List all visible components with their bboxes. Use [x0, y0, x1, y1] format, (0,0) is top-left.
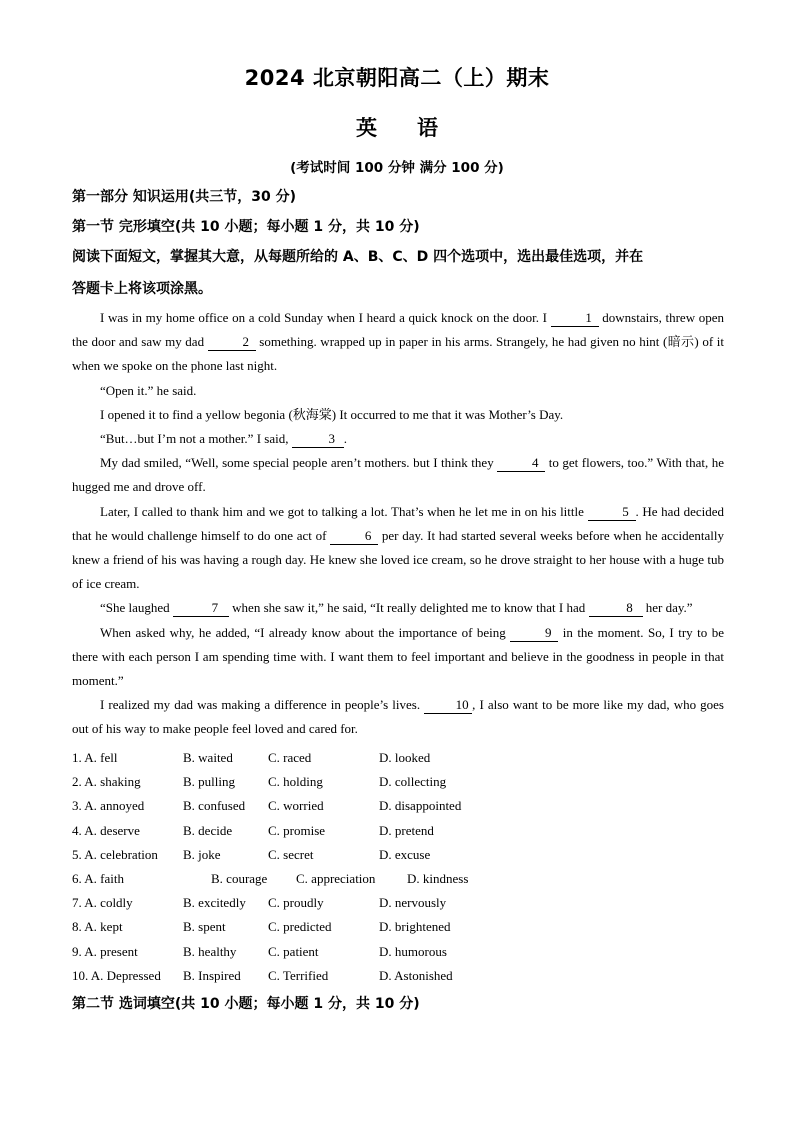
- option-a: 3. A. annoyed: [72, 798, 145, 814]
- passage-paragraph: My dad smiled, “Well, some special people aren’t mothers. but I think they 4 to get flowers, too.” With that, he hugged me and drove off.: [72, 455, 724, 495]
- passage-paragraph: I opened it to find a yellow begonia (秋海棠) It occurred to me that it was Mother’s Day.: [100, 406, 564, 422]
- option-c: C. raced: [268, 750, 312, 765]
- option-a: 2. A. shaking: [72, 774, 141, 790]
- blank-4: 4: [497, 455, 545, 472]
- option-c: C. holding: [268, 774, 323, 790]
- section1-heading: 第一节 完形填空(共 10 小题；每小题 1 分，共 10 分): [72, 219, 420, 235]
- option-c: C. patient: [268, 943, 319, 959]
- passage-paragraph: When asked why, he added, “I already know about the importance of being 9 in the moment. So, I try to be there with each person I am spending time with. I want them to feel important and believe in the goodness in people in that moment.”: [72, 624, 724, 689]
- blank-5: 5: [588, 504, 636, 521]
- option-row: [72, 819, 724, 843]
- option-d: D. looked: [379, 750, 431, 765]
- cloze-passage: [72, 306, 724, 742]
- passage-paragraph: I realized my dad was making a difference in people’s lives. 10 , I also want to be more like my dad, who goes out of his way to make people feel loved and cared for.: [72, 697, 724, 737]
- option-a: 10. A. Depressed: [72, 967, 161, 983]
- instruction-line: 阅读下面短文，掌握其大意，从每题所给的 A、B、C、D 四个选项中，选出最佳选项，并在: [72, 249, 644, 265]
- option-a: 7. A. coldly: [72, 895, 133, 911]
- option-a: 6. A. faith: [72, 870, 124, 886]
- option-a: 5. A. celebration: [72, 846, 158, 862]
- option-b: B. Inspired: [183, 967, 241, 983]
- option-b: B. confused: [183, 798, 246, 814]
- option-row: [72, 746, 724, 770]
- blank-7: 7: [173, 600, 229, 617]
- option-b: B. pulling: [183, 774, 236, 790]
- option-row: [72, 867, 724, 891]
- option-d: D. kindness: [407, 870, 469, 886]
- option-b: B. spent: [183, 919, 226, 935]
- option-row: [72, 915, 724, 939]
- option-b: B. courage: [211, 870, 268, 886]
- blank-1: 1: [551, 310, 599, 327]
- option-row: [72, 843, 724, 867]
- option-b: B. excitedly: [183, 895, 246, 911]
- option-b: B. waited: [183, 750, 233, 765]
- passage-paragraph: I was in my home office on a cold Sunday when I heard a quick knock on the door. I 1 downstairs, threw open the door and saw my dad 2 something. wrapped up in paper in his arms. Strangely, he had given no hint (暗示) of it when we spoke on the phone last night.: [72, 310, 725, 374]
- blank-2: 2: [208, 334, 256, 351]
- part1-heading: 第一部分 知识运用(共三节，30 分): [72, 189, 297, 205]
- option-d: D. pretend: [379, 822, 434, 838]
- option-b: B. decide: [183, 822, 233, 838]
- option-d: D. Astonished: [379, 967, 453, 983]
- option-a: 8. A. kept: [72, 919, 123, 935]
- option-c: C. worried: [268, 798, 324, 814]
- option-d: D. nervously: [379, 895, 447, 911]
- instruction-line: 答题卡上将该项涂黑。: [72, 281, 212, 297]
- option-c: C. proudly: [268, 895, 324, 911]
- blank-10: 10: [424, 697, 472, 714]
- subject-char: 英: [356, 116, 377, 140]
- option-d: D. disappointed: [379, 798, 462, 814]
- option-d: D. collecting: [379, 774, 447, 790]
- option-c: C. secret: [268, 846, 314, 862]
- section2-heading: 第二节 选词填空(共 10 小题；每小题 1 分，共 10 分): [72, 996, 420, 1012]
- subject-title: [0, 112, 794, 142]
- option-row: [72, 770, 724, 794]
- option-c: C. predicted: [268, 919, 332, 935]
- option-b: B. joke: [183, 846, 221, 862]
- option-row: [72, 964, 724, 988]
- option-row: [72, 940, 724, 964]
- passage-paragraph: Later, I called to thank him and we got to talking a lot. That’s when he let me in on his little 5 . He had decided that he would challenge himself to do one act of 6 per day. It had started several weeks before when he accidentally knew a friend of his was having a rough day. He knew she loved ice cream, so he drove straight to her house with a huge tub of ice cream.: [72, 503, 724, 592]
- option-b: B. healthy: [183, 943, 237, 959]
- blank-8: 8: [589, 600, 643, 617]
- blank-9: 9: [510, 625, 558, 642]
- blank-3: 3: [292, 431, 344, 448]
- option-a: 9. A. present: [72, 943, 138, 959]
- option-row: [72, 794, 724, 818]
- option-row: [72, 891, 724, 915]
- option-c: C. appreciation: [296, 870, 376, 886]
- option-d: D. excuse: [379, 846, 431, 862]
- subject-char: 语: [417, 116, 438, 140]
- exam-title: 2024 北京朝阳高二（上）期末: [244, 66, 550, 90]
- option-d: D. humorous: [379, 943, 447, 959]
- option-c: C. Terrified: [268, 967, 329, 983]
- option-a: 4. A. deserve: [72, 822, 140, 838]
- passage-paragraph: “But…but I’m not a mother.” I said, 3 .: [100, 431, 347, 447]
- passage-paragraph: “Open it.” he said.: [100, 382, 197, 398]
- instruction: [72, 241, 724, 305]
- answer-options: [72, 746, 724, 988]
- option-a: 1. A. fell: [72, 750, 118, 765]
- blank-6: 6: [330, 528, 378, 545]
- passage-paragraph: “She laughed 7 when she saw it,” he said, “It really delighted me to know that I had 8 her day.”: [100, 600, 693, 616]
- option-c: C. promise: [268, 822, 326, 838]
- time-note: (考试时间 100 分钟 满分 100 分): [290, 160, 504, 176]
- option-d: D. brightened: [379, 919, 451, 935]
